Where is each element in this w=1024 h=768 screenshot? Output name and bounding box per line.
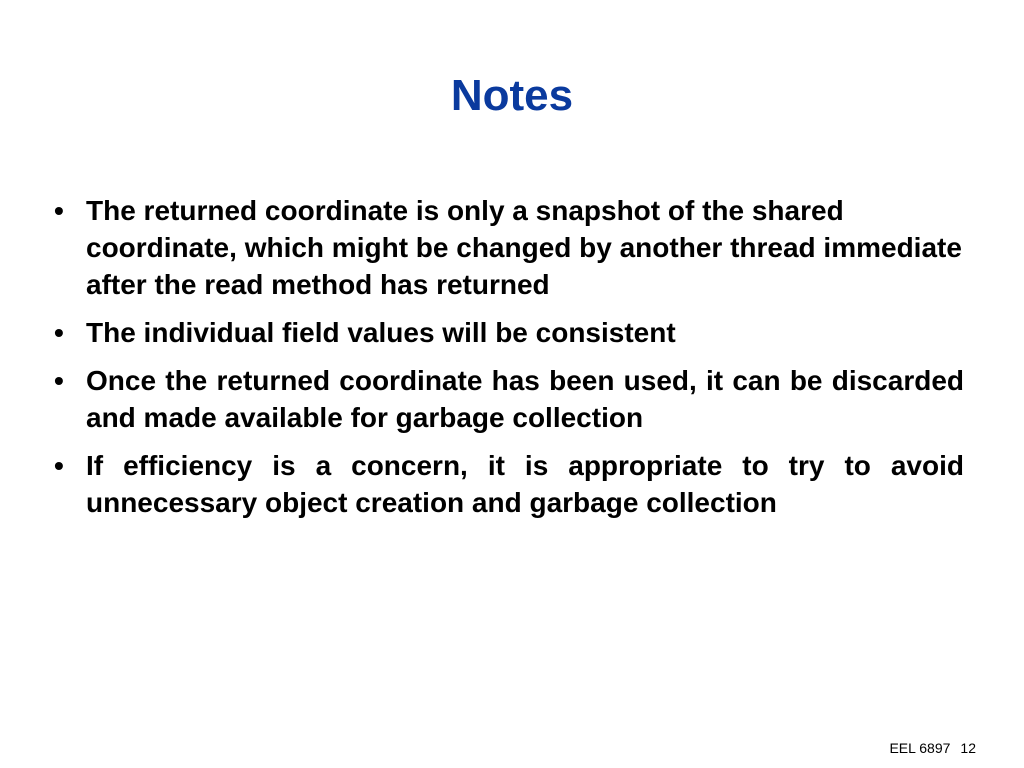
bullet-text: The returned coordinate is only a snapshot of the shared coordinate, which might be changed by another thread immediate after the read method has returned (86, 195, 962, 300)
bullet-dot-icon: • (54, 450, 64, 481)
page-number: 12 (960, 740, 976, 756)
bullet-text: Once the returned coordinate has been used, it can be discarded and made available for garbage collection (86, 365, 964, 433)
bullet-text: The individual field values will be consistent (86, 317, 676, 348)
bullet-dot-icon: • (54, 317, 64, 348)
slide-footer (889, 740, 976, 756)
bullet-item (52, 362, 964, 436)
bullet-item (52, 447, 964, 521)
course-code: EEL 6897 (889, 740, 951, 756)
bullet-text: If efficiency is a concern, it is appropriate to try to avoid unnecessary object creation and garbage collection (86, 450, 964, 518)
slide-title: Notes (450, 71, 574, 120)
bullet-dot-icon: • (54, 195, 64, 226)
bullet-dot-icon: • (54, 365, 64, 396)
bullet-item (52, 314, 964, 351)
bullet-item (52, 192, 964, 303)
bullet-list (52, 192, 964, 532)
